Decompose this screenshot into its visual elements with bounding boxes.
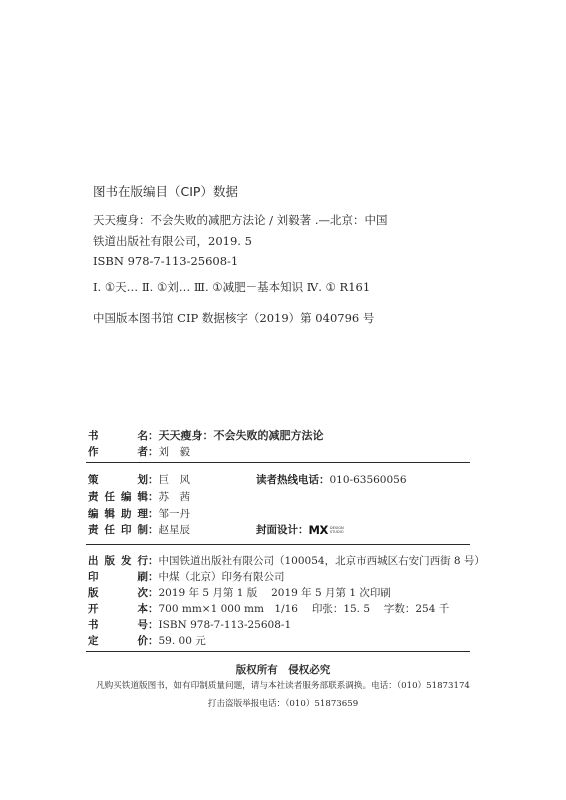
piracy-hotline: 打击盗版举报电话：（010）51873659 [207, 699, 359, 709]
cip-record-number: 中国版本图书馆 CIP 数据核字（2019）第 040796 号 [93, 311, 375, 325]
book-title: 天天瘦身：不会失败的减肥方法论 [158, 429, 324, 442]
editor-label: 责任编辑 [88, 491, 148, 503]
price-row: 定 价：59. 00 元 [88, 635, 206, 647]
cip-classification: Ⅰ. ①天… Ⅱ. ①刘… Ⅲ. ①减肥－基本知识 Ⅳ. ① R161 [93, 280, 371, 294]
hotline: 010-63560056 [329, 474, 407, 486]
assistant: 邹一丹 [158, 508, 190, 520]
copyright-title: 版权所有 侵权必究 [235, 664, 331, 676]
book-title-label: 书 名 [88, 430, 148, 442]
cip-isbn: ISBN 978-7-113-25608-1 [93, 254, 239, 268]
cover-design-label: 封面设计： [256, 524, 309, 536]
isbn-label: 书 号 [88, 619, 148, 631]
cip-heading: 图书在版编目（CIP）数据 [93, 184, 238, 199]
print-editor: 赵星辰 [158, 524, 190, 536]
author-label: 作 者 [88, 446, 148, 458]
divider-rule [86, 462, 470, 463]
cip-description-line-2: 铁道出版社有限公司，2019. 5 [93, 234, 252, 248]
isbn: ISBN 978-7-113-25608-1 [158, 619, 292, 631]
printer: 中煤（北京）印务有限公司 [158, 571, 285, 583]
assistant-row: 编辑助理：邹一丹 [88, 508, 190, 520]
divider-rule [86, 651, 470, 652]
planning-row: 策 划：巨 风 读者热线电话：010-63560056 [88, 474, 407, 486]
copyright-note: 凡购买铁道版图书，如有印制质量问题，请与本社读者服务部联系调换。电话：（010）51873174 [96, 681, 470, 691]
author-row: 作 者：刘 毅 [88, 446, 190, 458]
cip-description-line-1: 天天瘦身：不会失败的减肥方法论 / 刘毅著 .—北京：中国 [93, 213, 388, 227]
divider-rule [86, 544, 470, 545]
price-label: 定 价 [88, 635, 148, 647]
planning: 巨 风 [158, 474, 190, 486]
format-row: 开 本：700 mm×1 000 mm 1/16 印张：15. 5 字数：254 千 [88, 603, 450, 615]
edition-label: 版 次 [88, 587, 148, 599]
hotline-label: 读者热线电话： [256, 474, 330, 486]
print-editor-row: 责任印制：赵星辰 封面设计： MX DESIGN STUDIO [88, 523, 344, 537]
logo-sub-line-2: STUDIO [329, 530, 344, 534]
assistant-label: 编辑助理 [88, 508, 148, 520]
edition-row: 版 次：2019 年 5 月第 1 版 2019 年 5 月第 1 次印刷 [88, 587, 391, 599]
publisher: 中国铁道出版社有限公司（100054，北京市西城区右安门西街 8 号） [158, 555, 485, 567]
book-title-row: 书 名：天天瘦身：不会失败的减肥方法论 [88, 429, 324, 442]
printer-row: 印 刷：中煤（北京）印务有限公司 [88, 571, 285, 583]
price: 59. 00 元 [158, 635, 206, 647]
logo-sub-line-1: DESIGN [329, 526, 344, 530]
planning-label: 策 划 [88, 474, 148, 486]
isbn-row: 书 号：ISBN 978-7-113-25608-1 [88, 619, 292, 631]
editor: 苏 茜 [158, 491, 190, 503]
format: 700 mm×1 000 mm 1/16 印张：15. 5 字数：254 千 [158, 603, 450, 615]
print-editor-label: 责任印制 [88, 524, 148, 536]
edition: 2019 年 5 月第 1 版 2019 年 5 月第 1 次印刷 [158, 587, 391, 599]
printer-label: 印 刷 [88, 571, 148, 583]
format-label: 开 本 [88, 603, 148, 615]
design-studio-logo [309, 522, 344, 538]
publisher-label: 出版发行 [88, 555, 148, 567]
publisher-row: 出版发行：中国铁道出版社有限公司（100054，北京市西城区右安门西街 8 号） [88, 555, 485, 567]
design-studio-logo-mark: MX [308, 523, 328, 537]
author: 刘 毅 [158, 446, 190, 458]
editor-row: 责任编辑：苏 茜 [88, 491, 190, 503]
